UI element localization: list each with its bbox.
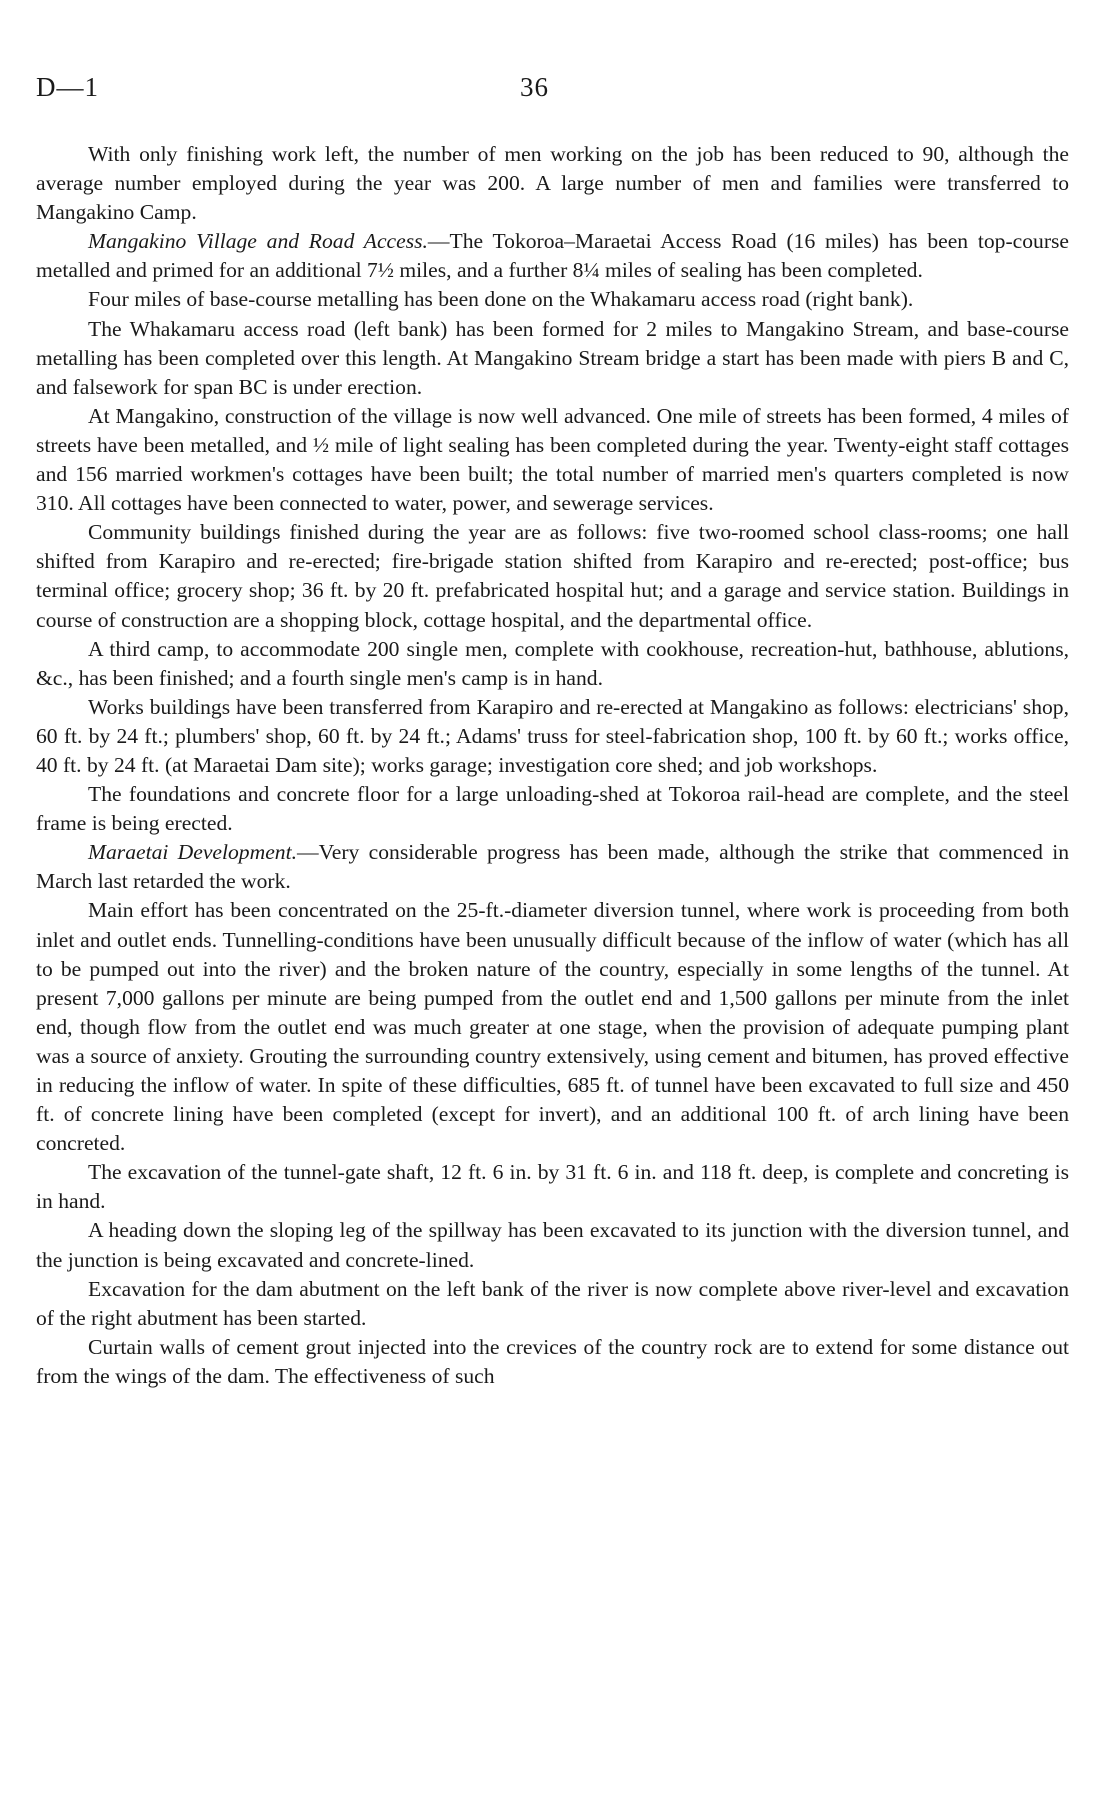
paragraph: A third camp, to accommodate 200 single men, complete with cookhouse, recreation-hut, bathhouse, ablutions, &c., has been finished; and a fourth single men's camp is in hand. [36, 636, 1069, 690]
body-text [36, 140, 1069, 1391]
paragraph: Excavation for the dam abutment on the left bank of the river is now complete above river-level and excavation of the right abutment has been started. [36, 1276, 1069, 1330]
paragraph: The excavation of the tunnel-gate shaft, 12 ft. 6 in. by 31 ft. 6 in. and 118 ft. deep, is complete and concreting is in hand. [36, 1160, 1069, 1214]
section-heading: Mangakino Village and Road Access. [88, 229, 428, 254]
paragraph: The foundations and concrete floor for a large unloading-shed at Tokoroa rail-head are complete, and the steel frame is being erected. [36, 782, 1069, 836]
paragraph: The Whakamaru access road (left bank) has been formed for 2 miles to Mangakino Stream, and base-course metalling has been completed over this length. At Mangakino Stream bridge a start has been made with piers B and C, and falsework for span BC is under erection. [36, 316, 1069, 399]
paragraph: At Mangakino, construction of the village is now well advanced. One mile of streets has been formed, 4 miles of streets have been metalled, and ½ mile of light sealing has been completed during the year. Twenty-eight staff cottages and 156 married workmen's cottages have been built; the total number of married men's quarters completed is now 310. All cottages have been connected to water, power, and sewerage services. [36, 403, 1069, 516]
paragraph: Maraetai Development.—Very considerable progress has been made, although the strike that commenced in March last retarded the work. [36, 840, 1069, 894]
paragraph: With only finishing work left, the number of men working on the job has been reduced to 90, although the average number employed during the year was 200. A large number of men and families were transferred to Mangakino Camp. [36, 142, 1069, 225]
paragraph: Four miles of base-course metalling has been done on the Whakamaru access road (right bank). [88, 287, 914, 312]
document-reference: D—1 [36, 72, 99, 102]
section-heading: Maraetai Development. [88, 840, 297, 865]
paragraph: Main effort has been concentrated on the 25-ft.-diameter diversion tunnel, where work is proceeding from both inlet and outlet ends. Tunnelling-conditions have been unusually difficult because of the inflow of water (which has all to be pumped out into the river) and the broken nature of the country, especially in some lengths of the tunnel. At present 7,000 gallons per minute are being pumped from the outlet end and 1,500 gallons per minute from the inlet end, though flow from the outlet end was much greater at one stage, when the provision of adequate pumping plant was a source of anxiety. Grouting the surrounding country extensively, using cement and bitumen, has proved effective in reducing the inflow of water. In spite of these difficulties, 685 ft. of tunnel have been excavated to full size and 450 ft. of concrete lining have been completed (except for invert), and an additional 100 ft. of arch lining have been concreted. [36, 898, 1069, 1156]
paragraph: Works buildings have been transferred from Karapiro and re-erected at Mangakino as follows: electricians' shop, 60 ft. by 24 ft.; plumbers' shop, 60 ft. by 24 ft.; Adams' truss for steel-fabrication shop, 100 ft. by 60 ft.; works office, 40 ft. by 24 ft. (at Maraetai Dam site); works garage; investigation core shed; and job workshops. [36, 694, 1069, 777]
paragraph: Community buildings finished during the year are as follows: five two-roomed school class-rooms; one hall shifted from Karapiro and re-erected; fire-brigade station shifted from Karapiro and re-erected; post-office; bus terminal office; grocery shop; 36 ft. by 20 ft. prefabricated hospital hut; and a garage and service station. Buildings in course of construction are a shopping block, cottage hospital, and the departmental office. [36, 520, 1069, 632]
paragraph: Curtain walls of cement grout injected into the crevices of the country rock are to extend for some distance out from the wings of the dam. The effectiveness of such [36, 1334, 1069, 1388]
page-number: 36 [520, 72, 549, 102]
paragraph: Mangakino Village and Road Access.—The Tokoroa–Maraetai Access Road (16 miles) has been top-course metalled and primed for an additional 7½ miles, and a further 8¼ miles of sealing has been completed. [36, 229, 1069, 283]
paragraph: A heading down the sloping leg of the spillway has been excavated to its junction with the diversion tunnel, and the junction is being excavated and concrete-lined. [36, 1218, 1069, 1272]
